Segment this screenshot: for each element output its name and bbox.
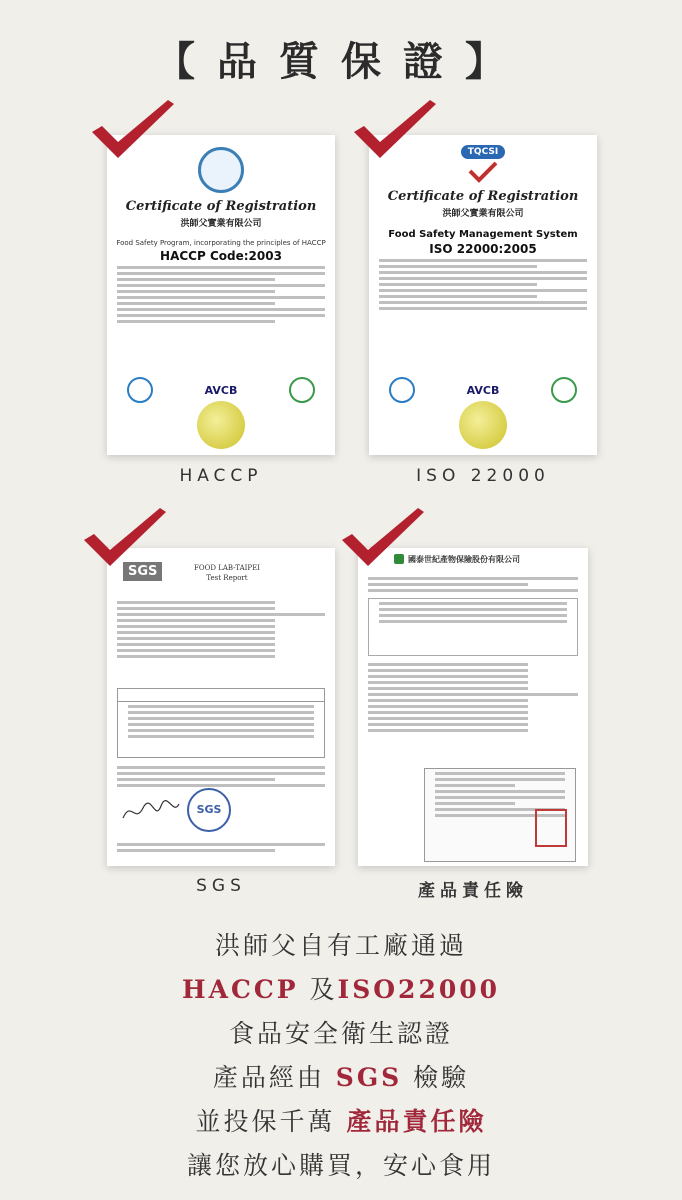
receipt-slip	[424, 768, 576, 862]
highlight-text: SGS	[335, 1063, 403, 1092]
statement-text: 產品經由	[212, 1063, 336, 1092]
signature-icon	[121, 796, 181, 826]
sgs-stamp-icon: SGS	[187, 788, 231, 832]
certificate-company: 洪師父實業有限公司	[442, 209, 524, 219]
statement-line	[0, 1100, 682, 1144]
statement-line	[0, 968, 682, 1012]
certificate-company: 洪師父實業有限公司	[180, 219, 262, 229]
statement-line: 食品安全衛生認證	[228, 1019, 453, 1048]
certificate-code: HACCP Code:2003	[160, 249, 282, 263]
certificate-title: Certificate of Registration	[387, 189, 579, 204]
accreditation-logos	[127, 377, 315, 403]
certificate-caption: 產品責任險	[418, 881, 528, 901]
sgs-logo: SGS	[123, 562, 162, 581]
tqcsi-badge: TQCSI	[461, 145, 505, 159]
accreditation-icon	[127, 377, 153, 403]
report-subheader: Test Report	[206, 574, 248, 582]
certificate-caption: SGS	[196, 876, 246, 896]
certificate-code: ISO 22000:2005	[429, 242, 537, 256]
avcb-logo: AVCB	[466, 383, 500, 397]
certificate-program: Food Safety Program, incorporating the principles of HACCP	[116, 239, 326, 247]
checkmark-icon	[338, 506, 428, 576]
accreditation-logos	[389, 377, 577, 403]
checkmark-icon	[88, 98, 178, 168]
tqcsi-logo-icon	[468, 161, 498, 183]
statement-line	[0, 1056, 682, 1100]
company-stamp-icon	[535, 809, 567, 847]
highlight-text: ISO22000	[337, 975, 501, 1004]
jas-anz-icon	[289, 377, 315, 403]
certificate-caption: HACCP	[179, 466, 263, 486]
seal-icon	[197, 401, 245, 449]
certificate-emblem	[198, 147, 244, 193]
statement-text: 及	[298, 975, 338, 1004]
report-table	[117, 688, 325, 758]
highlight-text: 產品責任險	[346, 1107, 487, 1136]
highlight-text: HACCP	[181, 975, 299, 1004]
sgs-test-report	[107, 548, 335, 866]
certificate-caption: ISO 22000	[416, 466, 550, 486]
checkmark-icon	[350, 98, 440, 168]
accreditation-icon	[389, 377, 415, 403]
statement-line: 讓您放心購買，安心食用	[186, 1151, 495, 1180]
seal-icon	[459, 401, 507, 449]
policy-table	[368, 598, 578, 656]
checkmark-icon	[80, 506, 170, 576]
haccp-certificate	[107, 135, 335, 455]
jas-anz-icon	[551, 377, 577, 403]
iso22000-certificate	[369, 135, 597, 455]
statement-text: 檢驗	[402, 1063, 470, 1092]
insurer-name: 國泰世紀產物保險股份有限公司	[408, 555, 520, 564]
statement-text: 並投保千萬	[195, 1107, 347, 1136]
certificate-title: Certificate of Registration	[125, 199, 317, 214]
certificate-program: Food Safety Management System	[388, 229, 578, 240]
quality-statement	[0, 924, 682, 1188]
report-header: FOOD LAB-TAIPEI	[194, 564, 260, 572]
avcb-logo: AVCB	[204, 383, 238, 397]
insurance-policy	[358, 548, 588, 866]
statement-line: 洪師父自有工廠通過	[214, 931, 467, 960]
page-title: 【品質保證】	[155, 39, 527, 85]
